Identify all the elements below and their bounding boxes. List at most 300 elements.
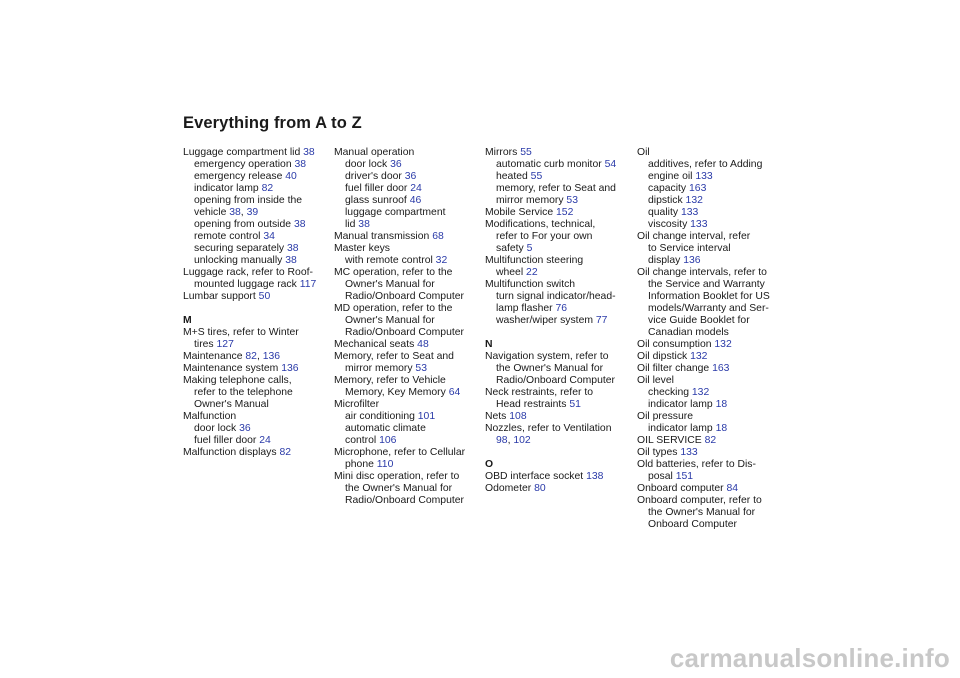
page-reference-link[interactable]: 101	[417, 411, 436, 422]
index-subentry	[485, 375, 631, 387]
page-reference-link[interactable]: 38	[358, 219, 370, 230]
entry-text: safety	[496, 243, 527, 254]
entry-text: Luggage rack, refer to Roof-	[183, 267, 313, 278]
index-subentry	[183, 387, 329, 399]
index-subentry	[637, 507, 783, 519]
index-subentry	[334, 327, 480, 339]
entry-text: washer/wiper system	[496, 315, 596, 326]
entry-text: vice Guide Booklet for	[648, 315, 750, 326]
page-reference-link[interactable]: 110	[376, 459, 394, 470]
page-reference-link[interactable]: 18	[715, 423, 728, 434]
index-entry	[183, 267, 329, 279]
page-reference-link[interactable]: 50	[258, 291, 271, 302]
page-reference-link[interactable]: 40	[285, 171, 297, 182]
entry-text: heated	[496, 171, 531, 182]
entry-text: Canadian models	[648, 327, 729, 338]
entry-text: Oil	[637, 147, 650, 158]
page-reference-link[interactable]: 76	[555, 303, 568, 314]
entry-text: Oil types	[637, 447, 681, 458]
page-reference-link[interactable]: 77	[595, 315, 608, 326]
index-subentry	[183, 339, 329, 351]
index-entry	[485, 219, 631, 231]
entry-text: Master keys	[334, 243, 391, 254]
entry-text: tires	[194, 339, 217, 350]
index-entry	[334, 147, 480, 159]
entry-text: emergency release	[194, 171, 286, 182]
page-reference-link[interactable]: 133	[690, 219, 708, 230]
index-subentry	[637, 255, 783, 267]
page-reference-link[interactable]: 38	[287, 243, 299, 254]
entry-text: refer to the telephone	[194, 387, 293, 398]
page-reference-link[interactable]: 132	[685, 195, 703, 206]
index-subentry	[183, 399, 329, 411]
reference-separator: ,	[256, 351, 263, 362]
entry-text: models/Warranty and Ser-	[648, 303, 769, 314]
page-reference-link[interactable]: 82	[279, 447, 292, 458]
index-subentry	[183, 243, 329, 255]
entry-text: Owner's Manual for	[345, 315, 435, 326]
entry-text: automatic curb monitor	[496, 159, 605, 170]
page-reference-link[interactable]: 136	[262, 351, 281, 362]
index-subentry	[485, 363, 631, 375]
index-entry	[485, 351, 631, 363]
page-reference-link[interactable]: 108	[509, 411, 527, 422]
section-spacer	[485, 447, 631, 459]
entry-text: dipstick	[648, 195, 686, 206]
index-entry	[334, 471, 480, 483]
entry-text: MC operation, refer to the	[334, 267, 453, 278]
section-letter	[485, 459, 631, 471]
entry-text: Onboard computer	[637, 483, 727, 494]
index-entry	[183, 411, 329, 423]
index-entry	[183, 291, 329, 303]
entry-text: luggage compartment	[345, 207, 446, 218]
entry-text: Memory, refer to Vehicle	[334, 375, 446, 386]
index-entry	[183, 375, 329, 387]
index-subentry	[334, 459, 480, 471]
entry-text: M	[183, 315, 192, 326]
entry-text: remote control	[194, 231, 264, 242]
page-reference-link[interactable]: 132	[691, 387, 710, 398]
index-column-4	[637, 147, 783, 531]
page-reference-link[interactable]: 163	[712, 363, 730, 374]
entry-text: Manual transmission	[334, 231, 433, 242]
entry-text: Microphone, refer to Cellular	[334, 447, 466, 458]
entry-text: Nets	[485, 411, 510, 422]
index-entry	[485, 255, 631, 267]
entry-text: mirror memory	[345, 363, 416, 374]
index-subentry	[637, 519, 783, 531]
watermark: carmanualsonline.info	[669, 643, 950, 673]
entry-text: N	[485, 339, 493, 350]
entry-text: emergency operation	[194, 159, 295, 170]
page-reference-link[interactable]: 151	[675, 471, 694, 482]
index-entry	[637, 375, 783, 387]
index-subentry	[637, 327, 783, 339]
entry-text: indicator lamp	[648, 399, 716, 410]
index-subentry	[334, 291, 480, 303]
page-reference-link[interactable]: 24	[259, 435, 271, 446]
index-subentry	[485, 195, 631, 207]
entry-text: glass sunroof	[345, 195, 410, 206]
page-reference-link[interactable]: 18	[715, 399, 728, 410]
entry-text: the Owner's Manual for	[345, 483, 453, 494]
page-reference-link[interactable]: 133	[680, 207, 699, 218]
entry-text: opening from outside	[194, 219, 294, 230]
entry-text: O	[485, 459, 494, 470]
index-subentry	[334, 171, 480, 183]
index-entry	[637, 459, 783, 471]
index-entry	[637, 363, 783, 375]
index-entry	[183, 363, 329, 375]
page-reference-link[interactable]: 98	[496, 435, 508, 446]
page-reference-link[interactable]: 46	[409, 195, 422, 206]
index-entry	[637, 339, 783, 351]
page-reference-link[interactable]: 64	[448, 387, 461, 398]
section-letter	[183, 315, 329, 327]
section-spacer	[485, 327, 631, 339]
page-reference-link[interactable]: 32	[435, 255, 448, 266]
index-subentry	[183, 171, 329, 183]
entry-text: Mobile Service	[485, 207, 557, 218]
entry-text: Radio/Onboard Computer	[345, 495, 464, 506]
entry-text: Radio/Onboard Computer	[345, 291, 464, 302]
entry-text: mounted luggage rack	[194, 279, 300, 290]
page-reference-link[interactable]: 53	[415, 363, 427, 374]
index-subentry	[637, 279, 783, 291]
index-subentry	[183, 279, 329, 291]
page-reference-link[interactable]: 133	[680, 447, 698, 458]
index-subentry	[334, 207, 480, 219]
index-entry	[485, 411, 631, 423]
page-reference-link[interactable]: 132	[690, 351, 708, 362]
index-entry	[334, 339, 480, 351]
entry-text: Maintenance system	[183, 363, 282, 374]
entry-text: Onboard Computer	[648, 519, 737, 530]
entry-text: Malfunction displays	[183, 447, 280, 458]
index-subentry	[637, 219, 783, 231]
entry-text: Odometer	[485, 483, 535, 494]
entry-text: Information Booklet for US	[648, 291, 770, 302]
entry-text: Manual operation	[334, 147, 415, 158]
entry-text: control	[345, 435, 380, 446]
index-subentry	[334, 495, 480, 507]
entry-text: quality	[648, 207, 681, 218]
page-reference-link[interactable]: 55	[530, 171, 543, 182]
page-title: Everything from A to Z	[183, 114, 362, 132]
entry-text: Making telephone calls,	[183, 375, 292, 386]
index-subentry	[637, 183, 783, 195]
entry-text: Luggage compartment lid	[183, 147, 304, 158]
page-reference-link[interactable]: 163	[689, 183, 707, 194]
index-subentry	[485, 435, 631, 447]
index-column-2	[334, 147, 480, 507]
entry-text: Maintenance	[183, 351, 246, 362]
index-column-1	[183, 147, 329, 459]
page-reference-link[interactable]: 84	[726, 483, 739, 494]
page-reference-link[interactable]: 24	[410, 183, 422, 194]
index-entry	[334, 447, 480, 459]
index-entry	[637, 435, 783, 447]
page-reference-link[interactable]: 22	[526, 267, 538, 278]
index-subentry	[334, 255, 480, 267]
index-entry	[485, 147, 631, 159]
entry-text: fuel filler door	[345, 183, 411, 194]
index-entry	[183, 351, 329, 363]
index-subentry	[334, 483, 480, 495]
entry-text: Oil consumption	[637, 339, 715, 350]
page-reference-link[interactable]: 106	[379, 435, 397, 446]
index-entry	[637, 495, 783, 507]
page-reference-link[interactable]: 136	[683, 255, 701, 266]
page-reference-link[interactable]: 39	[246, 207, 259, 218]
page-reference-link[interactable]: 38	[229, 207, 241, 218]
page-reference-link[interactable]: 82	[261, 183, 274, 194]
index-subentry	[183, 159, 329, 171]
entry-text: indicator lamp	[648, 423, 716, 434]
reference-separator: ,	[507, 435, 514, 446]
entry-text: MD operation, refer to the	[334, 303, 453, 314]
index-subentry	[183, 423, 329, 435]
page-reference-link[interactable]: 36	[239, 423, 251, 434]
entry-text: capacity	[648, 183, 690, 194]
entry-text: Oil pressure	[637, 411, 694, 422]
index-subentry	[334, 195, 480, 207]
entry-text: Old batteries, refer to Dis-	[637, 459, 756, 470]
page-reference-link[interactable]: 102	[513, 435, 531, 446]
page-reference-link[interactable]: 55	[520, 147, 532, 158]
entry-text: Oil dipstick	[637, 351, 691, 362]
index-subentry	[334, 411, 480, 423]
index-entry	[183, 147, 329, 159]
index-subentry	[637, 387, 783, 399]
entry-text: Owner's Manual for	[345, 279, 435, 290]
section-letter	[485, 339, 631, 351]
page-reference-link[interactable]: 80	[534, 483, 546, 494]
entry-text: Memory, Key Memory	[345, 387, 449, 398]
entry-text: Oil level	[637, 375, 674, 386]
entry-text: the Owner's Manual for	[648, 507, 756, 518]
entry-text: Multifunction switch	[485, 279, 576, 290]
index-subentry	[485, 159, 631, 171]
index-entry	[334, 351, 480, 363]
index-entry	[485, 279, 631, 291]
entry-text: Onboard computer, refer to	[637, 495, 762, 506]
index-subentry	[183, 255, 329, 267]
index-subentry	[637, 291, 783, 303]
index-entry	[637, 411, 783, 423]
entry-text: M+S tires, refer to Winter	[183, 327, 299, 338]
index-subentry	[637, 195, 783, 207]
entry-text: Mirrors	[485, 147, 521, 158]
index-entry	[334, 399, 480, 411]
entry-text: OIL SERVICE	[637, 435, 705, 446]
entry-text: phone	[345, 459, 377, 470]
entry-text: vehicle	[194, 207, 230, 218]
page-reference-link[interactable]: 136	[281, 363, 299, 374]
entry-text: fuel filler door	[194, 435, 260, 446]
page-reference-link[interactable]: 82	[704, 435, 717, 446]
index-column-3	[485, 147, 631, 495]
entry-text: engine oil	[648, 171, 696, 182]
index-entry	[334, 243, 480, 255]
page-reference-link[interactable]: 54	[604, 159, 617, 170]
entry-text: Radio/Onboard Computer	[496, 375, 615, 386]
index-subentry	[637, 171, 783, 183]
entry-text: Mini disc operation, refer to	[334, 471, 460, 482]
entry-text: to Service interval	[648, 243, 731, 254]
index-subentry	[637, 303, 783, 315]
index-entry	[637, 231, 783, 243]
index-subentry	[485, 303, 631, 315]
index-subentry	[637, 399, 783, 411]
page-reference-link[interactable]: 132	[714, 339, 732, 350]
index-subentry	[334, 315, 480, 327]
index-subentry	[485, 243, 631, 255]
entry-text: Owner's Manual	[194, 399, 269, 410]
page-reference-link[interactable]: 38	[293, 219, 306, 230]
index-subentry	[183, 195, 329, 207]
entry-text: Malfunction	[183, 411, 237, 422]
index-subentry	[334, 387, 480, 399]
index-subentry	[637, 243, 783, 255]
entry-text: door lock	[194, 423, 240, 434]
index-subentry	[183, 207, 329, 219]
index-entry	[334, 303, 480, 315]
index-subentry	[637, 159, 783, 171]
index-subentry	[334, 279, 480, 291]
page-reference-link[interactable]: 51	[569, 399, 581, 410]
index-entry	[637, 447, 783, 459]
index-entry	[183, 447, 329, 459]
entry-text: additives, refer to Adding	[648, 159, 763, 170]
index-entry	[637, 351, 783, 363]
index-entry	[334, 231, 480, 243]
index-subentry	[485, 171, 631, 183]
index-entry	[485, 207, 631, 219]
entry-text: Multifunction steering	[485, 255, 584, 266]
entry-text: Navigation system, refer to	[485, 351, 609, 362]
entry-text: the Service and Warranty	[648, 279, 765, 290]
index-subentry	[334, 423, 480, 435]
page-reference-link[interactable]: 36	[404, 171, 417, 182]
index-entry	[183, 327, 329, 339]
entry-text: securing separately	[194, 243, 287, 254]
page-reference-link[interactable]: 34	[263, 231, 275, 242]
entry-text: lamp flasher	[496, 303, 556, 314]
entry-text: Oil change interval, refer	[637, 231, 751, 242]
index-entry	[637, 267, 783, 279]
index-subentry	[334, 435, 480, 447]
entry-text: Mechanical seats	[334, 339, 418, 350]
entry-text: Head restraints	[496, 399, 570, 410]
entry-text: wheel	[496, 267, 527, 278]
entry-text: refer to For your own	[496, 231, 593, 242]
entry-text: Microfilter	[334, 399, 380, 410]
index-subentry	[637, 471, 783, 483]
page-reference-link[interactable]: 133	[695, 171, 713, 182]
index-entry	[485, 387, 631, 399]
index-subentry	[183, 183, 329, 195]
index-subentry	[485, 183, 631, 195]
entry-text: Nozzles, refer to Ventilation	[485, 423, 612, 434]
entry-text: with remote control	[345, 255, 436, 266]
index-subentry	[334, 159, 480, 171]
index-subentry	[485, 291, 631, 303]
entry-text: Neck restraints, refer to	[485, 387, 593, 398]
index-subentry	[334, 219, 480, 231]
index-entry	[637, 483, 783, 495]
entry-text: automatic climate	[345, 423, 426, 434]
entry-text: lid	[345, 219, 359, 230]
index-entry	[485, 423, 631, 435]
entry-text: the Owner's Manual for	[496, 363, 604, 374]
index-subentry	[183, 231, 329, 243]
entry-text: Oil change intervals, refer to	[637, 267, 767, 278]
entry-text: door lock	[345, 159, 391, 170]
page-reference-link[interactable]: 152	[556, 207, 574, 218]
index-subentry	[485, 399, 631, 411]
entry-text: unlocking manually	[194, 255, 286, 266]
entry-text: display	[648, 255, 684, 266]
entry-text: Memory, refer to Seat and	[334, 351, 454, 362]
entry-text: opening from inside the	[194, 195, 303, 206]
index-subentry	[637, 315, 783, 327]
index-subentry	[334, 183, 480, 195]
reference-separator: ,	[240, 207, 247, 218]
index-entry	[334, 375, 480, 387]
page-reference-link[interactable]: 138	[586, 471, 604, 482]
entry-text: Lumbar support	[183, 291, 259, 302]
entry-text: indicator lamp	[194, 183, 262, 194]
index-subentry	[485, 231, 631, 243]
entry-text: driver's door	[345, 171, 405, 182]
index-entry	[334, 267, 480, 279]
index-subentry	[637, 207, 783, 219]
page-reference-link[interactable]: 38	[285, 255, 297, 266]
index-subentry	[334, 363, 480, 375]
page-reference-link[interactable]: 48	[417, 339, 429, 350]
index-entry	[485, 471, 631, 483]
entry-text: viscosity	[648, 219, 691, 230]
page-reference-link[interactable]: 5	[526, 243, 533, 254]
index-subentry	[637, 423, 783, 435]
entry-text: air conditioning	[345, 411, 418, 422]
index-subentry	[485, 267, 631, 279]
entry-text: OBD interface socket	[485, 471, 587, 482]
entry-text: Oil filter change	[637, 363, 713, 374]
index-entry	[637, 147, 783, 159]
page-reference-link[interactable]: 127	[216, 339, 234, 350]
page-reference-link[interactable]: 68	[432, 231, 444, 242]
page-reference-link[interactable]: 38	[303, 147, 315, 158]
page-reference-link[interactable]: 36	[390, 159, 402, 170]
entry-text: Radio/Onboard Computer	[345, 327, 464, 338]
index-subentry	[183, 435, 329, 447]
index-subentry	[183, 219, 329, 231]
entry-text: turn signal indicator/head-	[496, 291, 616, 302]
entry-text: memory, refer to Seat and	[496, 183, 616, 194]
index-subentry	[485, 315, 631, 327]
entry-text: mirror memory	[496, 195, 567, 206]
page-reference-link[interactable]: 53	[566, 195, 578, 206]
page-reference-link[interactable]: 38	[294, 159, 307, 170]
index-entry	[485, 483, 631, 495]
entry-text: Modifications, technical,	[485, 219, 596, 230]
page-reference-link[interactable]: 82	[245, 351, 257, 362]
entry-text: checking	[648, 387, 692, 398]
page-reference-link[interactable]: 117	[299, 279, 317, 290]
